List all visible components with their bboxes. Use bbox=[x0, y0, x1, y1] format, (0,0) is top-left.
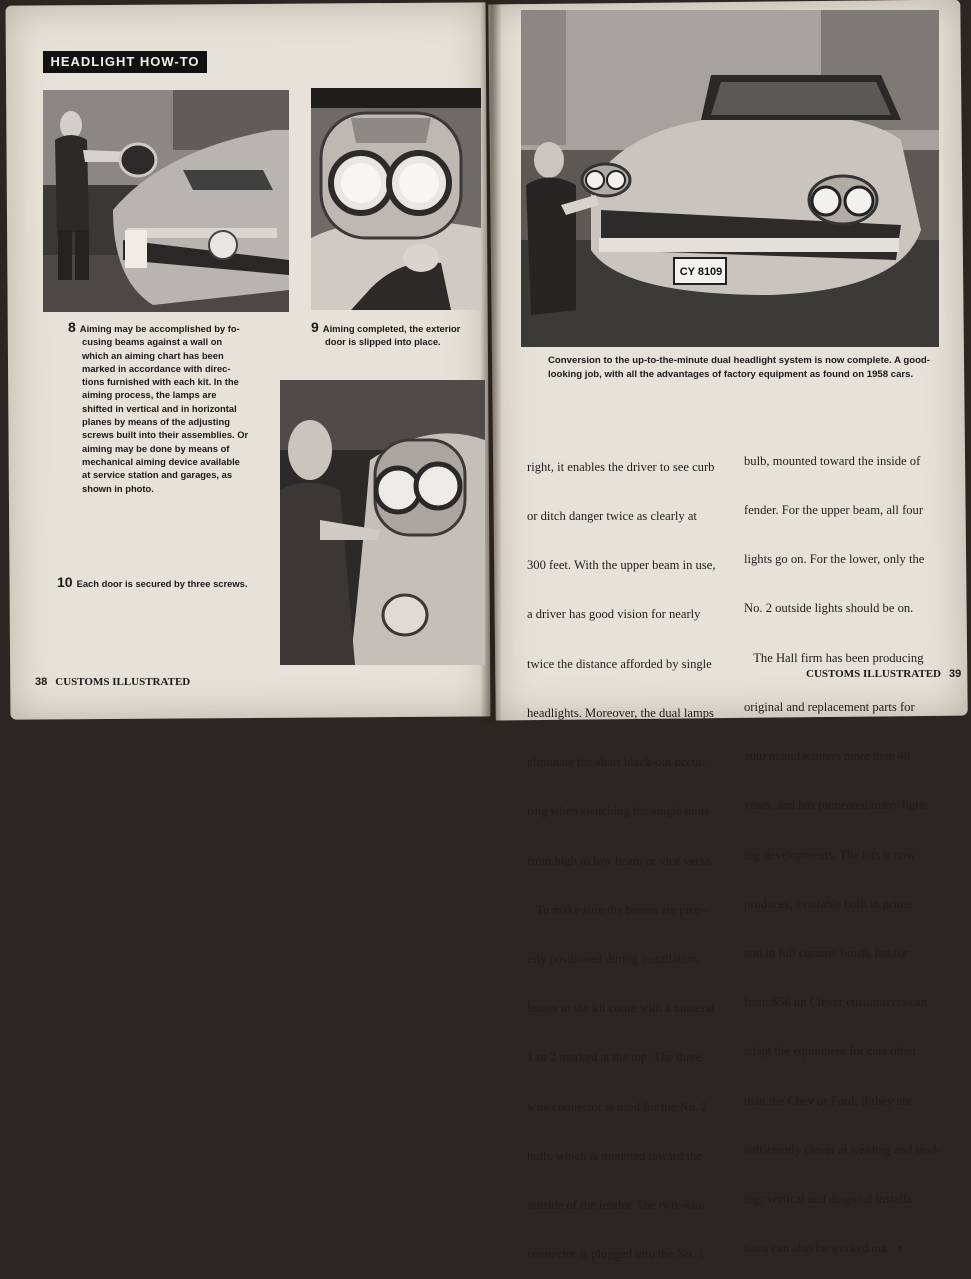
page-number-right: 39 bbox=[949, 668, 962, 680]
article-line: from high to low beam or vice versa. bbox=[527, 853, 714, 868]
article-line: bulb, mounted toward the inside of bbox=[744, 453, 921, 468]
footer-right bbox=[806, 668, 961, 680]
caption-8-line: planes by means of the adjusting bbox=[82, 416, 230, 428]
magazine-title-right: CUSTOMS ILLUSTRATED bbox=[806, 668, 941, 680]
article-line: a driver has good vision for nearly bbox=[527, 607, 701, 622]
article-line: 300 feet. With the upper beam in use, bbox=[527, 558, 716, 573]
caption-8 bbox=[68, 321, 268, 495]
caption-10 bbox=[57, 576, 277, 590]
article-line: tions can also be worked out. • bbox=[744, 1241, 902, 1256]
article-line: fender. For the upper beam, all four bbox=[744, 503, 924, 518]
article-line: original and replacement parts for bbox=[744, 699, 915, 714]
caption-9-line: 9 Aiming completed, the exterior bbox=[311, 319, 461, 335]
article-line: 1 or 2 marked at the top. The three- bbox=[527, 1050, 706, 1065]
magazine-title-left: CUSTOMS ILLUSTRATED bbox=[55, 676, 191, 688]
caption-8-line: mechanical aiming device available bbox=[82, 455, 240, 467]
caption-8-line: shifted in vertical and in horizontal bbox=[82, 402, 237, 414]
photo-door-screws bbox=[280, 380, 485, 665]
caption-8-line: which an aiming chart has been bbox=[82, 349, 224, 361]
photo-aiming-device bbox=[43, 90, 289, 312]
caption-9-number: 9 bbox=[311, 319, 319, 335]
photo-conversion-complete bbox=[521, 10, 939, 347]
caption-8-line: cusing beams against a wall on bbox=[82, 336, 223, 348]
article-line: and in full chrome finish, list for bbox=[744, 946, 909, 960]
article-line: ing developments. The kits it now bbox=[744, 847, 916, 862]
plate-text: CY 8109 bbox=[679, 266, 723, 278]
caption-8-line: at service station and garages, as bbox=[82, 469, 233, 481]
caption-9-line: door is slipped into place. bbox=[325, 336, 441, 348]
article-line: auto manufacturers more than 49 bbox=[744, 749, 911, 764]
photo-door-installed bbox=[311, 88, 481, 310]
article-line: The Hall firm has been producing bbox=[744, 650, 924, 665]
article-line: adapt the equipment for cars other bbox=[744, 1044, 917, 1059]
article-line: eliminate the short black-out occur- bbox=[527, 755, 707, 770]
caption-main-line: Conversion to the up-to-the-minute dual headlight system is now complete. A good- bbox=[548, 355, 930, 366]
article-line: headlights. Moreover, the dual lamps bbox=[527, 705, 714, 720]
article-line: lights go on. For the lower, only the bbox=[744, 552, 925, 567]
caption-9 bbox=[311, 321, 481, 349]
article-line: wire connector is used for the No. 2 bbox=[527, 1099, 708, 1114]
article-line: than the Chev or Ford, if they are bbox=[744, 1093, 912, 1108]
article-line: ing; vertical and diagonal installa- bbox=[744, 1192, 917, 1207]
caption-8-number: 8 bbox=[68, 319, 76, 335]
caption-8-line: tions furnished with each kit. In the bbox=[82, 376, 239, 388]
caption-main bbox=[548, 354, 948, 382]
article-line: lenses in the kit come with a numeral bbox=[527, 1001, 715, 1016]
article-line: ring when switching the single units bbox=[527, 804, 710, 819]
caption-8-line: aiming may be done by means of bbox=[82, 442, 230, 454]
article-column-1 bbox=[527, 426, 715, 1279]
article-line: To make sure the beams are prop- bbox=[527, 902, 707, 917]
caption-8-line: 8 Aiming may be accomplished by fo- bbox=[68, 319, 240, 335]
article-line: years, and has pioneered many light- bbox=[744, 798, 930, 813]
article-line: from $56 up Clever customizers can bbox=[744, 995, 927, 1010]
article-line: No. 2 outside lights should be on. bbox=[744, 601, 914, 616]
article-line: bulb, which is mounted toward the bbox=[527, 1148, 702, 1163]
article-line: right, it enables the driver to see curb bbox=[527, 459, 715, 474]
article-line: erly positioned during installation, bbox=[527, 952, 701, 966]
footer-left bbox=[35, 676, 190, 688]
caption-main-line: looking job, with all the advantages of factory equipment as found on 1958 cars. bbox=[548, 369, 914, 380]
caption-10-text: Each door is secured by three screws. bbox=[76, 578, 248, 589]
article-line: produces, available both in prime bbox=[744, 896, 913, 911]
article-line: sufficiently clever at welding and lead- bbox=[744, 1142, 941, 1157]
page-number-left: 38 bbox=[35, 676, 48, 688]
article-column-2 bbox=[744, 420, 941, 1273]
caption-8-line: shown in photo. bbox=[82, 482, 154, 494]
section-banner: HEADLIGHT HOW-TO bbox=[43, 51, 207, 73]
caption-10-number: 10 bbox=[57, 574, 73, 590]
caption-8-line: aiming process, the lamps are bbox=[82, 389, 217, 401]
caption-8-line: marked in accordance with direc- bbox=[82, 362, 231, 374]
license-plate bbox=[675, 259, 727, 285]
article-line: outside of the fender. The two-wire bbox=[527, 1198, 705, 1213]
article-line: or ditch danger twice as clearly at bbox=[527, 509, 697, 524]
article-line: twice the distance afforded by single bbox=[527, 656, 712, 671]
article-line: connector is plugged into the No. 1 bbox=[527, 1247, 705, 1262]
caption-8-line: screws built into their assemblies. Or bbox=[82, 429, 249, 441]
